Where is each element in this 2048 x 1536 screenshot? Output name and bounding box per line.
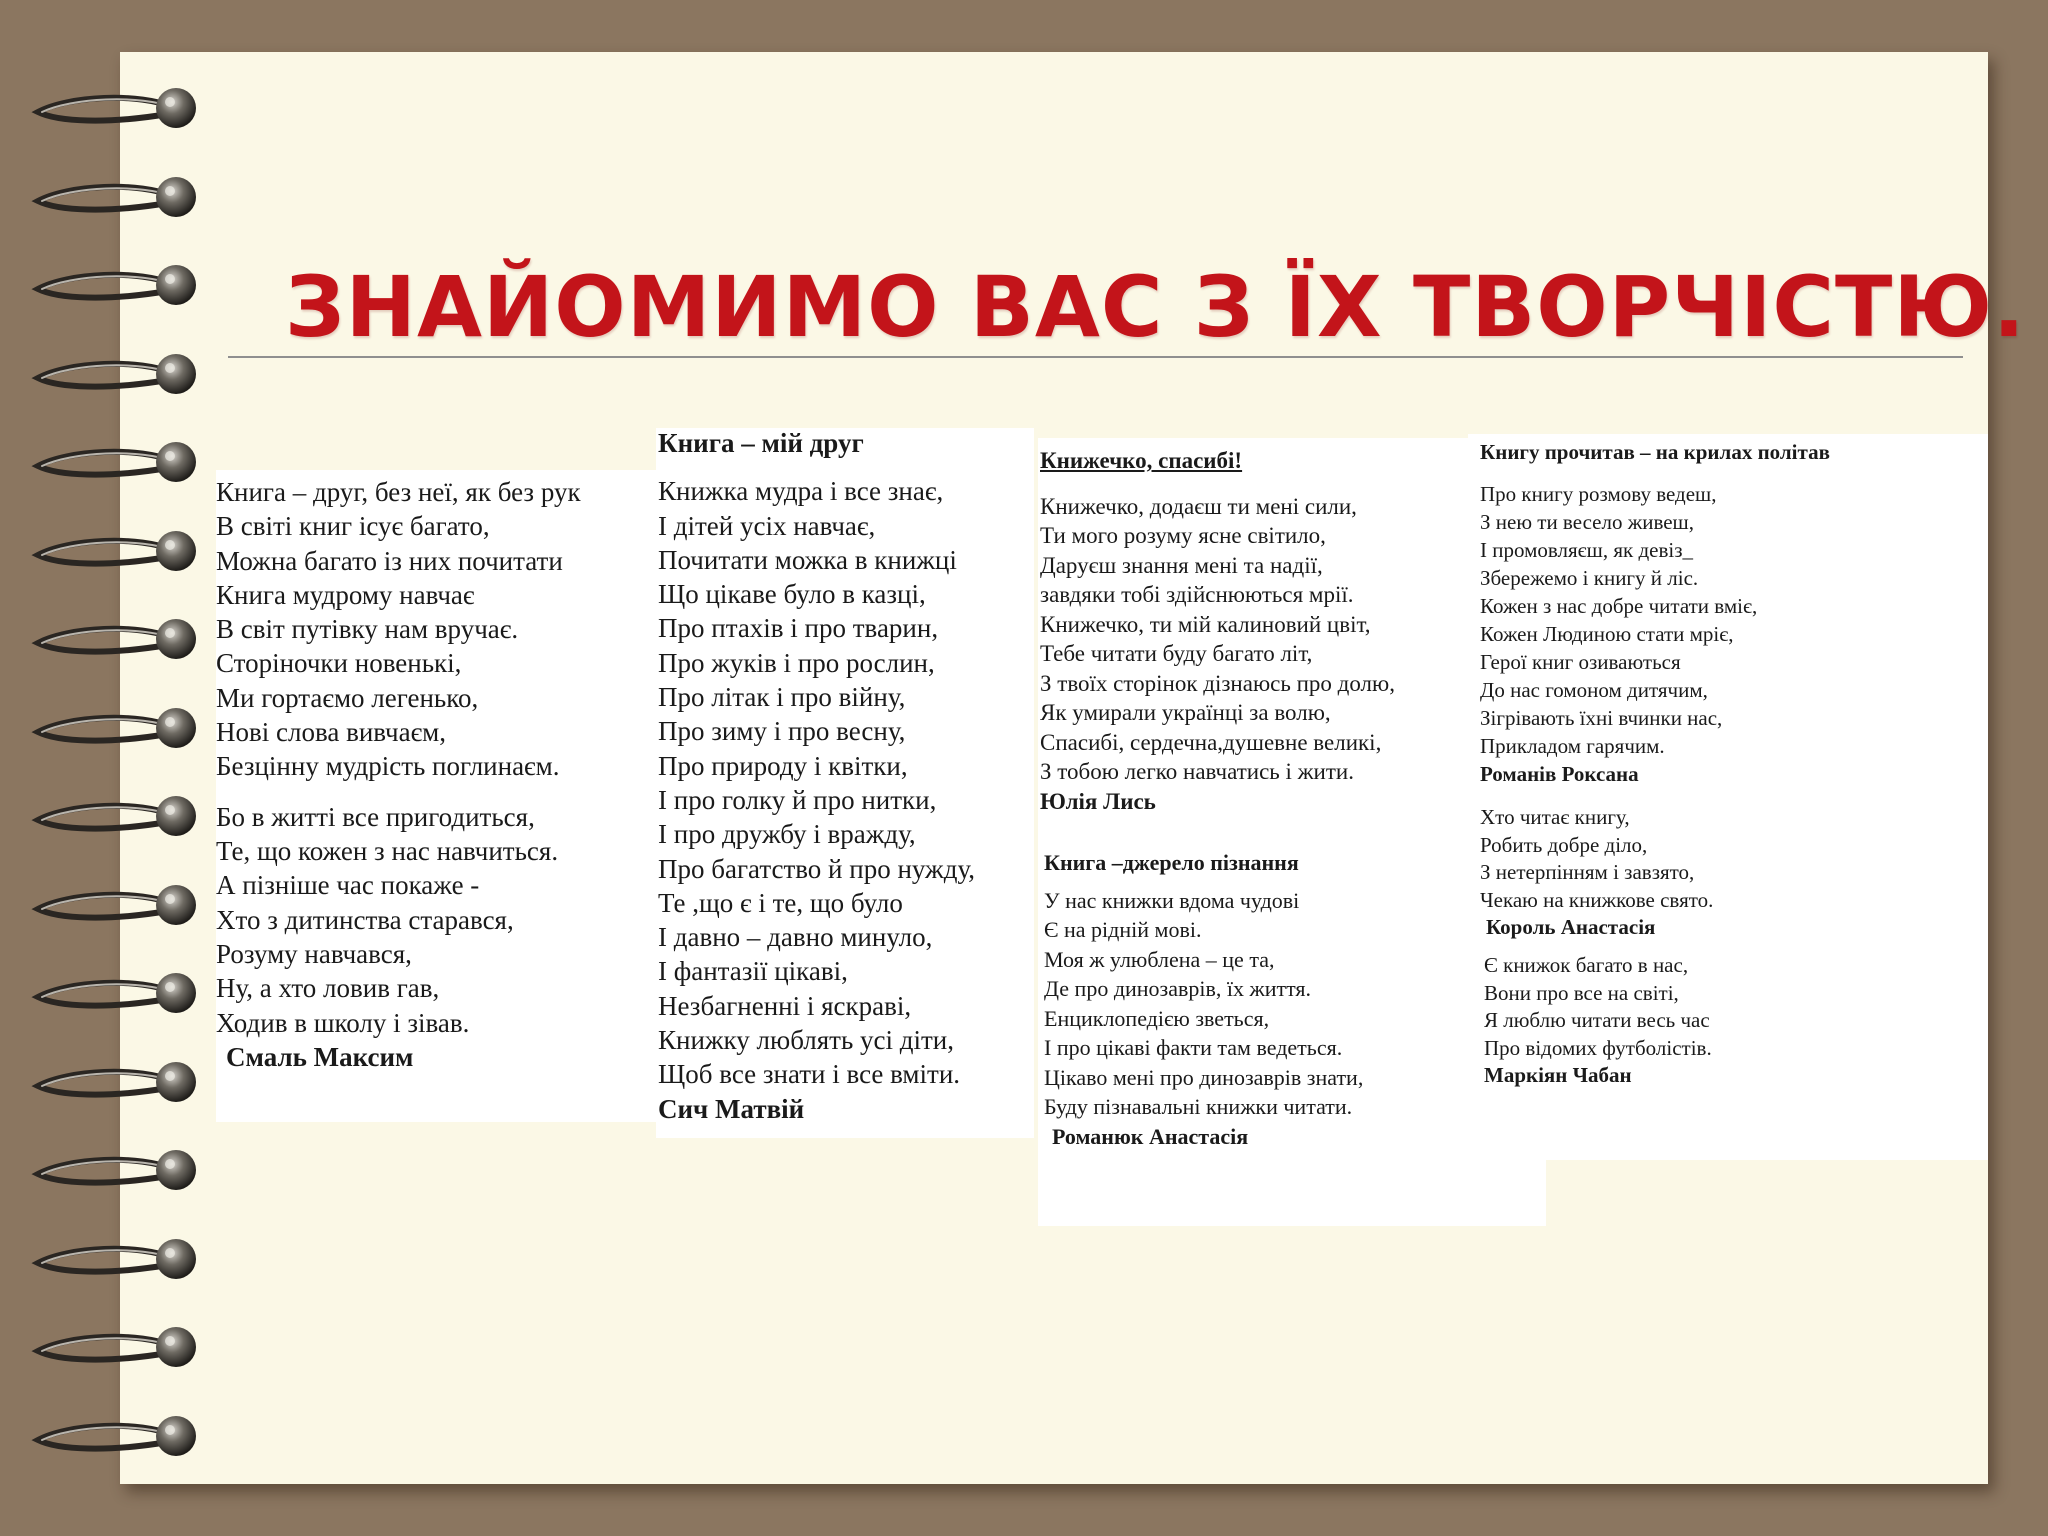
poem-smal [216,475,581,1074]
poem-line: Про зиму і про весну, [658,716,906,747]
spiral-ring [28,875,198,935]
poem-line: Хто з дитинства старався, [216,904,514,935]
poem-author: Смаль Максим [226,1041,414,1072]
poem-author: Романюк Анастасія [1052,1123,1249,1149]
poem-line: завдяки тобі здійснюються мрії. [1040,582,1354,607]
poem-line: Зігрівають їхні вчинки нас, [1480,706,1723,730]
poem-line: Прикладом гарячим. [1480,734,1665,758]
poem-line: Книжка мудра і все знає, [658,476,944,507]
poem-line: Про птахів і про тварин, [658,613,939,644]
spiral-ring [28,344,198,404]
spiral-ring [28,609,198,669]
poem-line: Енциклопедією зветься, [1044,1005,1270,1031]
poem-line: Даруєш знання мені та надії, [1040,552,1323,578]
poem-author: Юлія Лись [1040,788,1156,814]
poem-sych-lines [658,474,975,1091]
poem-line: Де про динозаврів, їх життя. [1044,976,1312,1001]
slide-title: ЗНАЙОМИМО ВАС З ЇХ ТВОРЧІСТЮ. [285,258,2026,356]
poem-line: Розуму навчався, [216,939,412,970]
poem-line: В світі книг ісує багато, [216,511,490,542]
poem-korol-lines [1480,804,1713,914]
poem-line: Вони про все на світі, [1484,980,1679,1005]
poem-line: І про цікаві факти там ведеться. [1044,1035,1343,1060]
poem-line: Сторіночки новенькі, [216,648,462,679]
poem-line: Бо в житті все пригодиться, [216,801,535,832]
poem-line: Почитати можка в книжці [658,544,957,575]
poem-romaniuk-lines [1044,886,1363,1122]
spiral-ring [28,1052,198,1112]
poem-line: Те, що кожен з нас навчиться. [216,836,559,867]
spiral-ring [28,167,198,227]
poem-line: І про дружбу і вражду, [658,819,916,850]
title-divider [228,356,1963,358]
poem-line: Книга – друг, без неї, як без рук [216,477,581,507]
poem-line: Ми гортаємо легенько, [216,682,479,713]
poem-author: Сич Матвій [658,1093,805,1124]
poem-line: А пізніше час покаже - [216,870,480,901]
poem-line: Книжечко, додаєш ти мені сили, [1040,493,1357,519]
poem-line: І дітей усіх навчає, [658,510,876,541]
poem-line: Є на рідній мові. [1044,917,1202,942]
poem-line: І давно – давно минуло, [658,922,933,953]
poem-line: Книга мудрому навчає [216,579,475,610]
poem-line: Щоб все знати і все вміти. [658,1059,961,1090]
poem-line: Про багатство й про нужду, [658,853,975,884]
poem-sych [658,426,975,1126]
poem-line: Про книгу розмову ведеш, [1480,482,1717,506]
poem-line: Про відомих футболістів. [1484,1035,1712,1060]
poem-line: Я люблю читати весь час [1484,1008,1710,1032]
poem-line: Книжку люблять усі діти, [658,1025,954,1056]
poem-line: Можна багато із них почитати [216,545,563,576]
poem-line: Ти мого розуму ясне світило, [1040,523,1326,548]
poem-line: Про жуків і про рослин, [658,647,935,678]
spiral-ring [28,1406,198,1466]
poem-line: Робить добре діло, [1480,832,1648,857]
poem-smal-stanza-1 [216,475,581,784]
poem-chaban-lines [1484,952,1712,1062]
poem-author: Король Анастасія [1486,915,1656,939]
poem-korol [1480,804,1713,942]
poem-line: В світ путівку нам вручає. [216,614,519,645]
poem-line: Тебе читати буду багато літ, [1040,641,1313,666]
poem-line: І фантазії цікаві, [658,956,848,987]
spiral-ring [28,1229,198,1289]
poem-line: Безцінну мудрість поглинаєм. [216,751,560,782]
poem-line: Буду пізнавальні книжки читати. [1044,1094,1353,1119]
poem-line: Є книжок багато в нас, [1484,953,1689,977]
poem-line: Незбагненні і яскраві, [658,990,912,1021]
poem-author: Романів Роксана [1480,762,1639,786]
poem-line: Герої книг озиваються [1480,650,1681,674]
poem-line: Моя ж улюблена – це та, [1044,946,1275,972]
poem-romaniuk [1044,848,1363,1151]
poem-line: До нас гомоном дитячим, [1480,678,1708,702]
poem-romaniv-lines [1480,480,1830,760]
spiral-ring [28,786,198,846]
spiral-ring [28,1140,198,1200]
poem-line: З нею ти весело живеш, [1480,510,1694,534]
poem-chaban [1484,952,1712,1090]
poem-line: І про голку й про нитки, [658,784,937,815]
poem-lys [1040,446,1395,816]
poem-line: Книжечко, ти мій калиновий цвіт, [1040,611,1371,637]
poem-line: Збережемо і книгу й ліс. [1480,566,1699,590]
poem-line: Як умирали українці за волю, [1040,700,1331,725]
poem-romaniv [1480,438,1830,788]
poem-line: З тобою легко навчатись і жити. [1040,759,1354,784]
poem-line: Ходив в школу і зівав. [216,1007,470,1038]
poem-line: Нові слова вивчаєм, [216,717,446,748]
spiral-ring [28,255,198,315]
poem-line: Кожен з нас добре читати вміє, [1480,594,1758,618]
poem-lys-lines [1040,492,1395,787]
poem-author: Маркіян Чабан [1484,1063,1632,1087]
poem-line: Що цікаве було в казці, [658,579,926,610]
poem-line: Хто читає книгу, [1480,805,1630,829]
poem-line: Кожен Людиною стати мріє, [1480,622,1734,646]
poem-line: З нетерпінням і завзято, [1480,860,1695,884]
spiral-ring [28,963,198,1023]
poem-line: Те ,що є і те, що було [658,887,903,918]
poem-title: Книжечко, спасибі! [1040,448,1243,473]
poem-title: Книга –джерело пізнання [1044,850,1299,875]
spiral-ring [28,698,198,758]
poem-line: Про літак і про війну, [658,682,906,713]
spiral-ring [28,521,198,581]
spiral-ring [28,1317,198,1377]
poem-line: І промовляєш, як девіз_ [1480,538,1693,562]
poem-line: Ну, а хто ловив гав, [216,973,440,1004]
poem-line: Спасибі, сердечна,душевне великі, [1040,729,1382,755]
poem-line: З твоїх сторінок дізнаюсь про долю, [1040,670,1395,696]
poem-title: Книга – мій друг [658,428,864,458]
poem-smal-stanza-2 [216,800,581,1040]
poem-line: Цікаво мені про динозаврів знати, [1044,1064,1364,1090]
spiral-ring [28,432,198,492]
spiral-ring [28,78,198,138]
poem-line: Чекаю на книжкове свято. [1480,887,1714,912]
poem-line: У нас книжки вдома чудові [1044,887,1300,913]
poem-title: Книгу прочитав – на крилах політав [1480,440,1830,464]
poem-line: Про природу і квітки, [658,750,908,781]
